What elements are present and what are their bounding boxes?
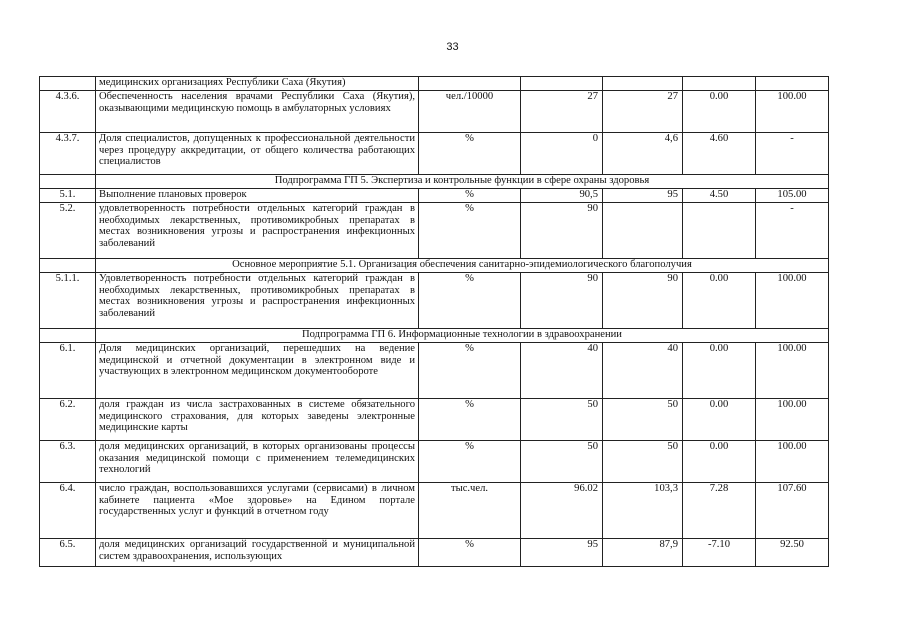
percent-cell: 92.50 [756, 539, 829, 567]
percent-cell: - [756, 203, 829, 259]
percent-cell: 100.00 [756, 91, 829, 133]
base-value-cell: 50 [521, 399, 603, 441]
plan-value-cell: 95 [603, 189, 683, 203]
unit-cell: чел./10000 [419, 91, 521, 133]
row-number-cell: 5.1. [40, 189, 96, 203]
base-value-cell: 96.02 [521, 483, 603, 539]
deviation-cell: 4.50 [683, 189, 756, 203]
plan-value-cell: 87,9 [603, 539, 683, 567]
row-number-cell [40, 77, 96, 91]
row-number-cell: 6.2. [40, 399, 96, 441]
row-number-cell: 6.1. [40, 343, 96, 399]
table-row [40, 91, 829, 133]
unit-cell: % [419, 189, 521, 203]
indicator-name-cell: Доля медицинских организаций, перешедших на ведение медицинской и отчетной документации в электронном виде и участвующих в электронном медицинском документообороте [96, 343, 419, 399]
unit-cell [419, 77, 521, 91]
base-value-cell [521, 77, 603, 91]
table-row [40, 399, 829, 441]
table-row [40, 77, 829, 91]
row-number-cell: 5.2. [40, 203, 96, 259]
row-number-cell [40, 329, 96, 343]
table-row [40, 483, 829, 539]
deviation-cell: -7.10 [683, 539, 756, 567]
percent-cell: 100.00 [756, 343, 829, 399]
page-number: 33 [446, 41, 459, 53]
row-number-cell: 6.3. [40, 441, 96, 483]
row-number-cell [40, 175, 96, 189]
base-value-cell: 90 [521, 273, 603, 329]
unit-cell: % [419, 133, 521, 175]
table-row [40, 203, 829, 259]
unit-cell: % [419, 203, 521, 259]
plan-value-cell: 50 [603, 441, 683, 483]
deviation-cell [683, 77, 756, 91]
unit-cell: % [419, 273, 521, 329]
table-row [40, 189, 829, 203]
section-title-cell: Подпрограмма ГП 5. Экспертиза и контрольные функции в сфере охраны здоровья [96, 175, 829, 189]
plan-value-cell: 40 [603, 343, 683, 399]
indicator-name-cell: доля граждан из числа застрахованных в системе обязательного медицинского страхования, для которых заведены электронные медицинские карты [96, 399, 419, 441]
deviation-cell: 0.00 [683, 91, 756, 133]
percent-cell: 107.60 [756, 483, 829, 539]
base-value-cell: 90,5 [521, 189, 603, 203]
table-row [40, 441, 829, 483]
row-number-cell: 5.1.1. [40, 273, 96, 329]
percent-cell: 105.00 [756, 189, 829, 203]
unit-cell: % [419, 539, 521, 567]
plan-value-cell: 90 [603, 273, 683, 329]
section-row [40, 329, 829, 343]
section-title-cell: Основное мероприятие 5.1. Организация обеспечения санитарно-эпидемиологического благополучия [96, 259, 829, 273]
deviation-cell: 7.28 [683, 483, 756, 539]
deviation-cell: 0.00 [683, 343, 756, 399]
row-number-cell: 6.5. [40, 539, 96, 567]
plan-value-cell: 50 [603, 399, 683, 441]
indicator-name-cell: Удовлетворенность потребности отдельных категорий граждан в необходимых лекарственных, противомикробных препаратах в местах возникновения угрозы и распространения инфекционных заболеваний [96, 273, 419, 329]
percent-cell: - [756, 133, 829, 175]
percent-cell: 100.00 [756, 441, 829, 483]
percent-cell: 100.00 [756, 399, 829, 441]
deviation-cell: 0.00 [683, 441, 756, 483]
indicator-name-cell: доля медицинских организаций государственной и муниципальной систем здравоохранения, использующих [96, 539, 419, 567]
indicators-table-body [40, 77, 829, 567]
row-number-cell: 4.3.7. [40, 133, 96, 175]
section-title-cell: Подпрограмма ГП 6. Информационные технологии в здравоохранении [96, 329, 829, 343]
base-value-cell: 90 [521, 203, 603, 259]
deviation-cell: 0.00 [683, 399, 756, 441]
table-row [40, 273, 829, 329]
percent-cell [756, 77, 829, 91]
table-row [40, 539, 829, 567]
table-row [40, 133, 829, 175]
plan-value-cell: 27 [603, 91, 683, 133]
unit-cell: % [419, 441, 521, 483]
indicator-name-cell: Обеспеченность населения врачами Республики Саха (Якутия), оказывающими медицинскую помощь в амбулаторных условиях [96, 91, 419, 133]
deviation-cell [683, 203, 756, 259]
indicator-name-cell: число граждан, воспользовавшихся услугами (сервисами) в личном кабинете пациента «Мое здоровье» на Едином портале государственных услуг и функций в отчетном году [96, 483, 419, 539]
plan-value-cell: 103,3 [603, 483, 683, 539]
section-row [40, 175, 829, 189]
section-row [40, 259, 829, 273]
plan-value-cell [603, 203, 683, 259]
indicator-name-cell: удовлетворенность потребности отдельных категорий граждан в необходимых лекарственных, противомикробных препаратах в местах возникновения угрозы и распространения инфекционных заболеваний [96, 203, 419, 259]
row-number-cell: 4.3.6. [40, 91, 96, 133]
row-number-cell: 6.4. [40, 483, 96, 539]
unit-cell: % [419, 399, 521, 441]
deviation-cell: 4.60 [683, 133, 756, 175]
plan-value-cell: 4,6 [603, 133, 683, 175]
base-value-cell: 95 [521, 539, 603, 567]
percent-cell: 100.00 [756, 273, 829, 329]
plan-value-cell [603, 77, 683, 91]
table-row [40, 343, 829, 399]
base-value-cell: 27 [521, 91, 603, 133]
indicators-table [39, 76, 829, 567]
unit-cell: % [419, 343, 521, 399]
base-value-cell: 40 [521, 343, 603, 399]
base-value-cell: 50 [521, 441, 603, 483]
deviation-cell: 0.00 [683, 273, 756, 329]
indicator-name-cell: Доля специалистов, допущенных к профессиональной деятельности через процедуру аккредитации, от общего количества работающих специалистов [96, 133, 419, 175]
indicator-name-cell: доля медицинских организаций, в которых организованы процессы оказания медицинской помощи с применением телемедицинских технологий [96, 441, 419, 483]
base-value-cell: 0 [521, 133, 603, 175]
row-number-cell [40, 259, 96, 273]
indicator-name-cell: медицинских организациях Республики Саха (Якутия) [96, 77, 419, 91]
indicator-name-cell: Выполнение плановых проверок [96, 189, 419, 203]
unit-cell: тыс.чел. [419, 483, 521, 539]
